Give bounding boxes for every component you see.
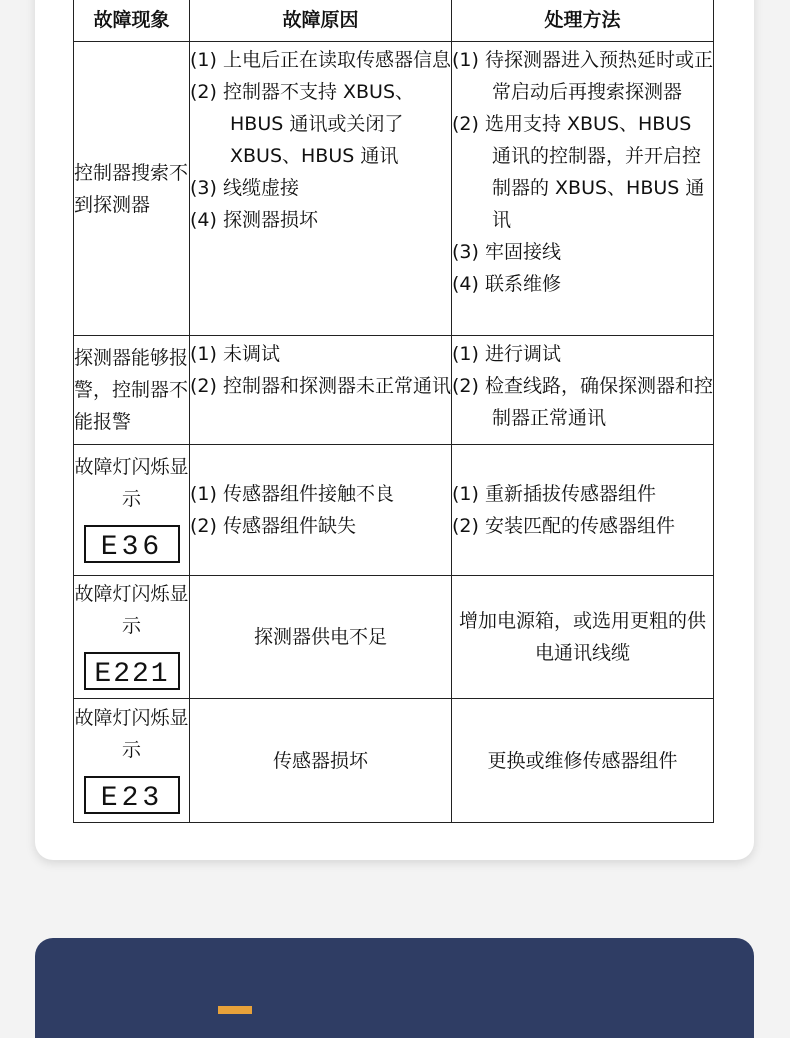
table-row (74, 699, 714, 823)
footer-panel (35, 938, 754, 1038)
cause-item: (1) 上电后正在读取传感器信息 (190, 49, 451, 71)
symptom-text: 故障灯闪烁显示 (74, 583, 189, 637)
symptom-cell (74, 576, 190, 699)
cause-item: (3) 线缆虚接 (190, 177, 299, 199)
cause-cell (190, 336, 452, 445)
error-code-text: E36 (100, 532, 163, 561)
solution-item: (1) 重新插拔传感器组件 (452, 483, 656, 505)
solution-item: (4) 联系维修 (452, 273, 561, 295)
cause-item: (4) 探测器损坏 (190, 209, 318, 231)
solution-item: (1) 待探测器进入预热延时或正常启动后再搜索探测器 (452, 49, 713, 103)
table-row (74, 445, 714, 576)
footer-accent-bar (218, 1006, 252, 1014)
error-code-display (84, 652, 180, 690)
solution-cell (452, 445, 714, 576)
table-header-row (74, 0, 714, 42)
error-code-text: E221 (93, 659, 170, 688)
segment-code (86, 527, 178, 561)
error-code-display (84, 776, 180, 814)
solution-item: (3) 牢固接线 (452, 241, 561, 263)
solution-cell (452, 336, 714, 445)
table-row (74, 576, 714, 699)
header-symptom: 故障现象 (74, 0, 190, 42)
cause-item: (1) 传感器组件接触不良 (190, 483, 394, 505)
header-solution: 处理方法 (452, 0, 714, 42)
cause-cell (190, 445, 452, 576)
error-code-display (84, 525, 180, 563)
segment-code (86, 654, 178, 688)
symptom-text: 故障灯闪烁显示 (74, 456, 189, 510)
solution-item: (2) 检查线路，确保探测器和控制器正常通讯 (452, 375, 713, 429)
cause-item: (2) 传感器组件缺失 (190, 515, 356, 537)
symptom-text: 故障灯闪烁显示 (74, 706, 189, 761)
solution-item: (1) 进行调试 (452, 343, 561, 365)
cause-cell: 传感器损坏 (190, 699, 452, 823)
fault-table (73, 0, 714, 823)
symptom-cell (74, 699, 190, 823)
table-row (74, 336, 714, 445)
cause-item: (2) 控制器和探测器未正常通讯 (190, 375, 451, 397)
solution-cell: 更换或维修传感器组件 (452, 699, 714, 823)
segment-code (86, 778, 178, 812)
solution-item: (2) 选用支持 XBUS、HBUS 通讯的控制器，并开启控制器的 XBUS、HBUS 通讯 (452, 113, 705, 231)
cause-cell: 探测器供电不足 (190, 576, 452, 699)
cause-cell (190, 42, 452, 336)
solution-cell (452, 42, 714, 336)
symptom-cell: 探测器能够报警，控制器不能报警 (74, 336, 190, 445)
cause-item: (1) 未调试 (190, 343, 280, 365)
solution-cell: 增加电源箱，或选用更粗的供电通讯线缆 (452, 576, 714, 699)
table-row (74, 42, 714, 336)
symptom-cell: 控制器搜索不到探测器 (74, 42, 190, 336)
error-code-text: E23 (100, 782, 163, 812)
header-cause: 故障原因 (190, 0, 452, 42)
symptom-cell (74, 445, 190, 576)
solution-item: (2) 安装匹配的传感器组件 (452, 515, 675, 537)
cause-item: (2) 控制器不支持 XBUS、HBUS 通讯或关闭了 XBUS、HBUS 通讯 (190, 81, 415, 167)
